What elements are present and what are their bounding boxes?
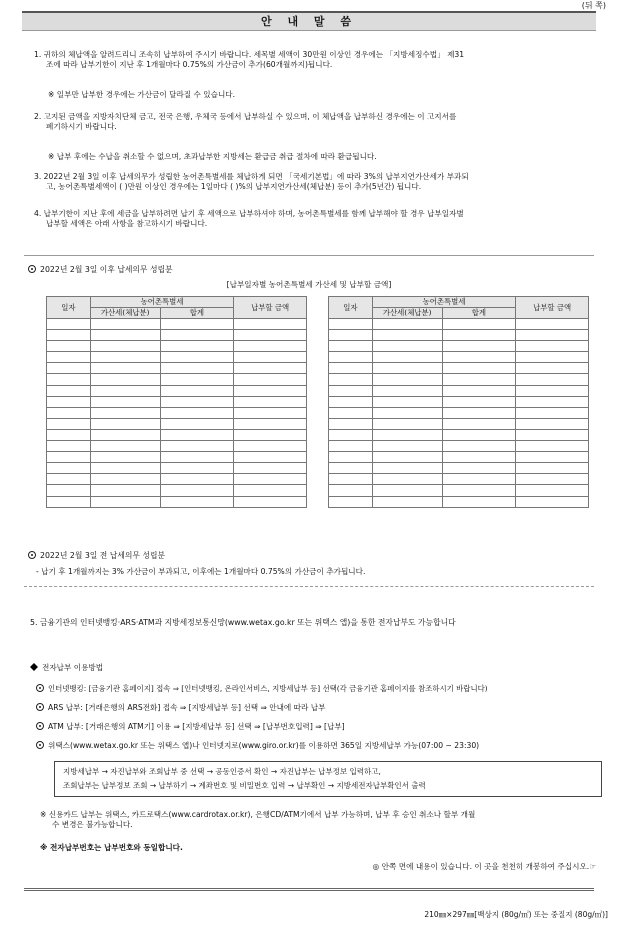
table-cell: [234, 374, 307, 385]
table-cell: [90, 385, 160, 396]
table-cell: [329, 330, 373, 341]
table-row: [47, 374, 307, 385]
table-cell: [442, 429, 516, 440]
table-cell: [516, 441, 589, 452]
table-row: [47, 363, 307, 374]
table-cell: [372, 463, 442, 474]
table-row: [47, 396, 307, 407]
notice-item-1: [34, 50, 608, 71]
table-row: [329, 496, 589, 507]
table-row: [329, 374, 589, 385]
table-cell: [47, 341, 91, 352]
table-row: [329, 485, 589, 496]
table-cell: [329, 407, 373, 418]
penalty-table-right: [328, 296, 589, 508]
table-cell: [90, 485, 160, 496]
bullet-circle-icon: [36, 741, 44, 749]
table-cell: [372, 385, 442, 396]
table-cell: [372, 474, 442, 485]
card-payment-note: ※ 신용카드 납부는 위택스, 카드로택스(www.cardrotax.or.kr), 은행CD/ATM기에서 납부 가능하며, 납부 후 승인 취소나 할부 개월 수 변경은 불가능합니다.: [40, 810, 476, 830]
table-cell: [160, 407, 234, 418]
table-cell: [90, 374, 160, 385]
table-row: [47, 330, 307, 341]
table-cell: [516, 330, 589, 341]
table-cell: [442, 363, 516, 374]
table-cell: [90, 396, 160, 407]
page-side-label: (뒤 쪽): [581, 1, 606, 10]
table-cell: [160, 319, 234, 330]
table-cell: [47, 496, 91, 507]
table-cell: [516, 418, 589, 429]
table-row: [329, 352, 589, 363]
table-cell: [90, 330, 160, 341]
section-before-title: 2022년 2월 3일 전 납세의무 성립분: [40, 551, 166, 560]
epay-method-internet: 인터넷뱅킹: [금융기관 홈페이지] 접속 ⇒ [인터넷뱅킹, 온라인서비스, 지방세납부 등] 선택(각 금융기관 홈페이지를 참조하시기 바랍니다): [36, 684, 611, 694]
note-refund: ※ 납부 후에는 수납을 취소할 수 없으며, 초과납부한 지방세는 환급금 취급 절차에 따라 환급됩니다.: [48, 152, 377, 161]
table-cell: [442, 407, 516, 418]
table-row: [329, 396, 589, 407]
table-cell: [160, 396, 234, 407]
col-penalty: 가산세(체납분): [90, 308, 160, 319]
col-group: 농어촌특별세: [372, 297, 515, 308]
table-cell: [372, 319, 442, 330]
table-cell: [47, 396, 91, 407]
table-cell: [160, 496, 234, 507]
table-cell: [234, 319, 307, 330]
table-cell: [47, 374, 91, 385]
wetax-steps-line1: 지방세납부 → 자진납부와 조회납부 중 선택 → 공동인증서 확인 → 자진납부는 납부정보 입력하고,: [63, 767, 381, 776]
table-row: [47, 452, 307, 463]
table-cell: [234, 352, 307, 363]
table-row: [329, 407, 589, 418]
table-cell: [90, 341, 160, 352]
table-row: [329, 474, 589, 485]
table-cell: [234, 496, 307, 507]
table-cell: [47, 452, 91, 463]
table-row: [47, 418, 307, 429]
table-cell: [160, 474, 234, 485]
table-cell: [234, 452, 307, 463]
item-text-cont: 납부할 세액은 아래 사항을 참고하시기 바랍니다.: [46, 219, 208, 229]
epay-method-ars: ARS 납부: [거래은행의 ARS전화] 접속 ⇒ [지방세납부 등] 선택 ⇒ 안내에 따라 납부: [36, 703, 325, 713]
epay-method-atm: ATM 납부: [거래은행의 ATM기] 이용 ⇒ [지방세납부 등] 선택 ⇒ [납부번호입력] ⇒ [납부]: [36, 722, 345, 732]
table-cell: [90, 496, 160, 507]
table-cell: [47, 485, 91, 496]
col-penalty: 가산세(체납분): [372, 308, 442, 319]
col-group: 농어촌특별세: [90, 297, 233, 308]
diamond-bullet-icon: [30, 663, 38, 671]
divider: [24, 255, 594, 256]
item-text: 고지된 금액을 지방자치단체 금고, 전국 은행, 우체국 등에서 납부하실 수 있으며, 이 체납액을 납부하신 경우에는 이 고지서를: [43, 112, 457, 121]
wetax-steps-line2: 조회납부는 납부정보 조회 → 납부하기 → 계좌번호 및 비밀번호 입력 → 납부확인 → 지방세전자납부확인서 출력: [63, 781, 426, 790]
table-cell: [329, 463, 373, 474]
table-row: [47, 474, 307, 485]
table-cell: [442, 341, 516, 352]
paper-spec: 210㎜×297㎜[백상지 (80g/㎡) 또는 중질지 (80g/㎡)]: [424, 910, 608, 919]
table-cell: [90, 352, 160, 363]
table-cell: [442, 385, 516, 396]
table-cell: [372, 396, 442, 407]
table-cell: [372, 452, 442, 463]
table-cell: [329, 474, 373, 485]
table-cell: [234, 485, 307, 496]
table-cell: [234, 441, 307, 452]
table-cell: [372, 374, 442, 385]
table-cell: [329, 452, 373, 463]
section-after-title: 2022년 2월 3일 이후 납세의무 성립분: [40, 265, 173, 274]
table-cell: [329, 429, 373, 440]
table-row: [47, 319, 307, 330]
table-cell: [442, 374, 516, 385]
item-text: 납부기한이 지난 후에 세금을 납부하려면 납기 후 세액으로 납부하셔야 하며, 농어촌특별세를 함께 납부해야 할 경우 납부일자별: [43, 209, 464, 218]
table-row: [329, 363, 589, 374]
epay-heading: [30, 663, 103, 673]
item-number: 1.: [34, 50, 42, 59]
table-cell: [372, 407, 442, 418]
table-cell: [372, 485, 442, 496]
table-row: [47, 385, 307, 396]
table-cell: [516, 452, 589, 463]
table-cell: [160, 385, 234, 396]
table-cell: [516, 374, 589, 385]
table-cell: [442, 485, 516, 496]
table-cell: [442, 319, 516, 330]
bullet-circle-icon: [36, 722, 44, 730]
table-cell: [372, 341, 442, 352]
table-cell: [442, 463, 516, 474]
table-cell: [516, 485, 589, 496]
table-cell: [329, 485, 373, 496]
section-after-heading: [28, 265, 173, 276]
table-cell: [90, 363, 160, 374]
table-cell: [90, 429, 160, 440]
notice-item-5: 5. 금융기관의 인터넷뱅킹·ARS·ATM과 지방세정보통신망(www.wetax.go.kr 또는 위택스 앱)을 통한 전자납부도 가능합니다: [30, 618, 456, 627]
table-cell: [329, 496, 373, 507]
table-row: [47, 429, 307, 440]
table-cell: [160, 374, 234, 385]
table-cell: [442, 418, 516, 429]
table-cell: [372, 496, 442, 507]
table-row: [329, 418, 589, 429]
section-before-heading: [28, 551, 165, 562]
table-cell: [516, 396, 589, 407]
table-cell: [516, 363, 589, 374]
table-row: [47, 407, 307, 418]
electronic-number-note: ※ 전자납부번호는 납부번호와 동일합니다.: [40, 843, 183, 852]
table-cell: [372, 352, 442, 363]
footer-divider: [24, 888, 594, 891]
divider: [24, 586, 594, 587]
table-cell: [160, 330, 234, 341]
table-cell: [442, 474, 516, 485]
item-text-cont: 조에 따라 납부기한이 지난 후 1개월마다 0.75%의 가산금이 추가(60개월까지)됩니다.: [46, 60, 333, 70]
table-cell: [372, 441, 442, 452]
item-text-cont: 고, 농어촌특별세액이 ( )만원 이상인 경우에는 1일마다 ( )%의 납부지연가산세(체납분) 등이 추가(5년간) 됩니다.: [46, 182, 422, 192]
table-row: [47, 441, 307, 452]
wetax-steps-box: [54, 761, 602, 797]
table-cell: [442, 396, 516, 407]
table-cell: [47, 352, 91, 363]
table-cell: [329, 341, 373, 352]
table-cell: [516, 385, 589, 396]
table-cell: [47, 330, 91, 341]
table-cell: [234, 418, 307, 429]
table-cell: [516, 463, 589, 474]
table-cell: [160, 463, 234, 474]
table-cell: [516, 429, 589, 440]
table-cell: [234, 407, 307, 418]
table-cell: [234, 341, 307, 352]
col-total: 합계: [160, 308, 234, 319]
table-row: [329, 385, 589, 396]
item-text: 귀하의 체납액을 알려드리니 조속히 납부하여 주시기 바랍니다. 세목별 세액이 30만원 이상인 경우에는 「지방세징수법」 제31: [43, 50, 465, 59]
table-row: [329, 429, 589, 440]
table-row: [47, 485, 307, 496]
notice-item-2: [34, 112, 608, 133]
page-title: 안 내 말 씀: [22, 11, 596, 31]
table-row: [329, 441, 589, 452]
table-cell: [442, 452, 516, 463]
table-cell: [47, 418, 91, 429]
table-cell: [442, 441, 516, 452]
section-before-text: - 납기 후 1개월까지는 3% 가산금이 부과되고, 이후에는 1개월마다 0.75%의 가산금이 추가됩니다.: [36, 567, 366, 576]
penalty-table-left: [46, 296, 307, 508]
table-cell: [372, 418, 442, 429]
table-cell: [160, 418, 234, 429]
table-cell: [516, 341, 589, 352]
table-cell: [329, 418, 373, 429]
col-amount: 납부할 금액: [234, 297, 307, 319]
table-cell: [47, 463, 91, 474]
col-date: 일자: [329, 297, 373, 319]
table-cell: [234, 330, 307, 341]
table-cell: [516, 496, 589, 507]
table-cell: [516, 352, 589, 363]
table-cell: [47, 474, 91, 485]
table-cell: [160, 341, 234, 352]
table-cell: [372, 330, 442, 341]
table-cell: [516, 474, 589, 485]
table-cell: [516, 407, 589, 418]
table-cell: [160, 363, 234, 374]
open-instruction: ◎ 안쪽 면에 내용이 있습니다. 이 곳을 천천히 개봉하여 주십시오.☞: [372, 862, 596, 871]
table-cell: [516, 319, 589, 330]
table-row: [329, 341, 589, 352]
item-number: 3.: [34, 172, 42, 181]
table-cell: [442, 330, 516, 341]
table-cell: [329, 396, 373, 407]
table-cell: [160, 429, 234, 440]
notice-item-3: [34, 172, 608, 193]
table-cell: [47, 319, 91, 330]
table-cell: [234, 396, 307, 407]
table-cell: [234, 463, 307, 474]
table-cell: [47, 441, 91, 452]
table-cell: [160, 452, 234, 463]
item-text: 2022년 2월 3일 이후 납세의무가 성립한 농어촌특별세를 체납하게 되면 「국세기본법」에 따라 3%의 납부지연가산세가 부과되: [43, 172, 469, 181]
col-date: 일자: [47, 297, 91, 319]
notice-item-4: [34, 209, 608, 230]
table-cell: [90, 452, 160, 463]
table-cell: [372, 363, 442, 374]
table-cell: [329, 352, 373, 363]
table-cell: [329, 374, 373, 385]
table-cell: [234, 474, 307, 485]
table-row: [47, 352, 307, 363]
item-number: 4.: [34, 209, 42, 218]
bullet-circle-icon: [28, 265, 36, 273]
col-total: 합계: [442, 308, 516, 319]
bullet-circle-icon: [36, 684, 44, 692]
table-cell: [47, 429, 91, 440]
bullet-circle-icon: [28, 551, 36, 559]
table-cell: [442, 352, 516, 363]
table-cell: [329, 363, 373, 374]
item-number: 2.: [34, 112, 42, 121]
note-partial-payment: ※ 일부만 납부한 경우에는 가산금이 달라질 수 있습니다.: [48, 90, 236, 99]
table-cell: [47, 385, 91, 396]
table-cell: [47, 363, 91, 374]
bullet-circle-icon: [36, 703, 44, 711]
table-cell: [160, 441, 234, 452]
table-cell: [160, 485, 234, 496]
table-row: [329, 319, 589, 330]
table-cell: [329, 385, 373, 396]
epay-title: 전자납부 이용방법: [42, 663, 104, 672]
table-cell: [234, 429, 307, 440]
table-cell: [90, 418, 160, 429]
table-row: [329, 463, 589, 474]
table-row: [329, 330, 589, 341]
table-cell: [234, 385, 307, 396]
table-cell: [329, 319, 373, 330]
table-cell: [90, 463, 160, 474]
table-cell: [234, 363, 307, 374]
item-text-cont: 폐기하시기 바랍니다.: [46, 122, 117, 132]
table-cell: [160, 352, 234, 363]
table-cell: [329, 441, 373, 452]
table-row: [47, 463, 307, 474]
table-cell: [90, 441, 160, 452]
table-cell: [90, 407, 160, 418]
table-cell: [90, 319, 160, 330]
table-row: [329, 452, 589, 463]
epay-method-wetax: 위택스(www.wetax.go.kr 또는 위택스 앱)나 인터넷지로(www.giro.or.kr)를 이용하면 365일 지방세납부 가능(07:00 ~ 23:30): [36, 741, 479, 751]
table-row: [47, 341, 307, 352]
table-cell: [47, 407, 91, 418]
table-row: [47, 496, 307, 507]
table-cell: [90, 474, 160, 485]
table-cell: [372, 429, 442, 440]
col-amount: 납부할 금액: [516, 297, 589, 319]
table-cell: [442, 496, 516, 507]
table-caption: [납부일자별 농어촌특별세 가산세 및 납부할 금액]: [226, 280, 392, 289]
